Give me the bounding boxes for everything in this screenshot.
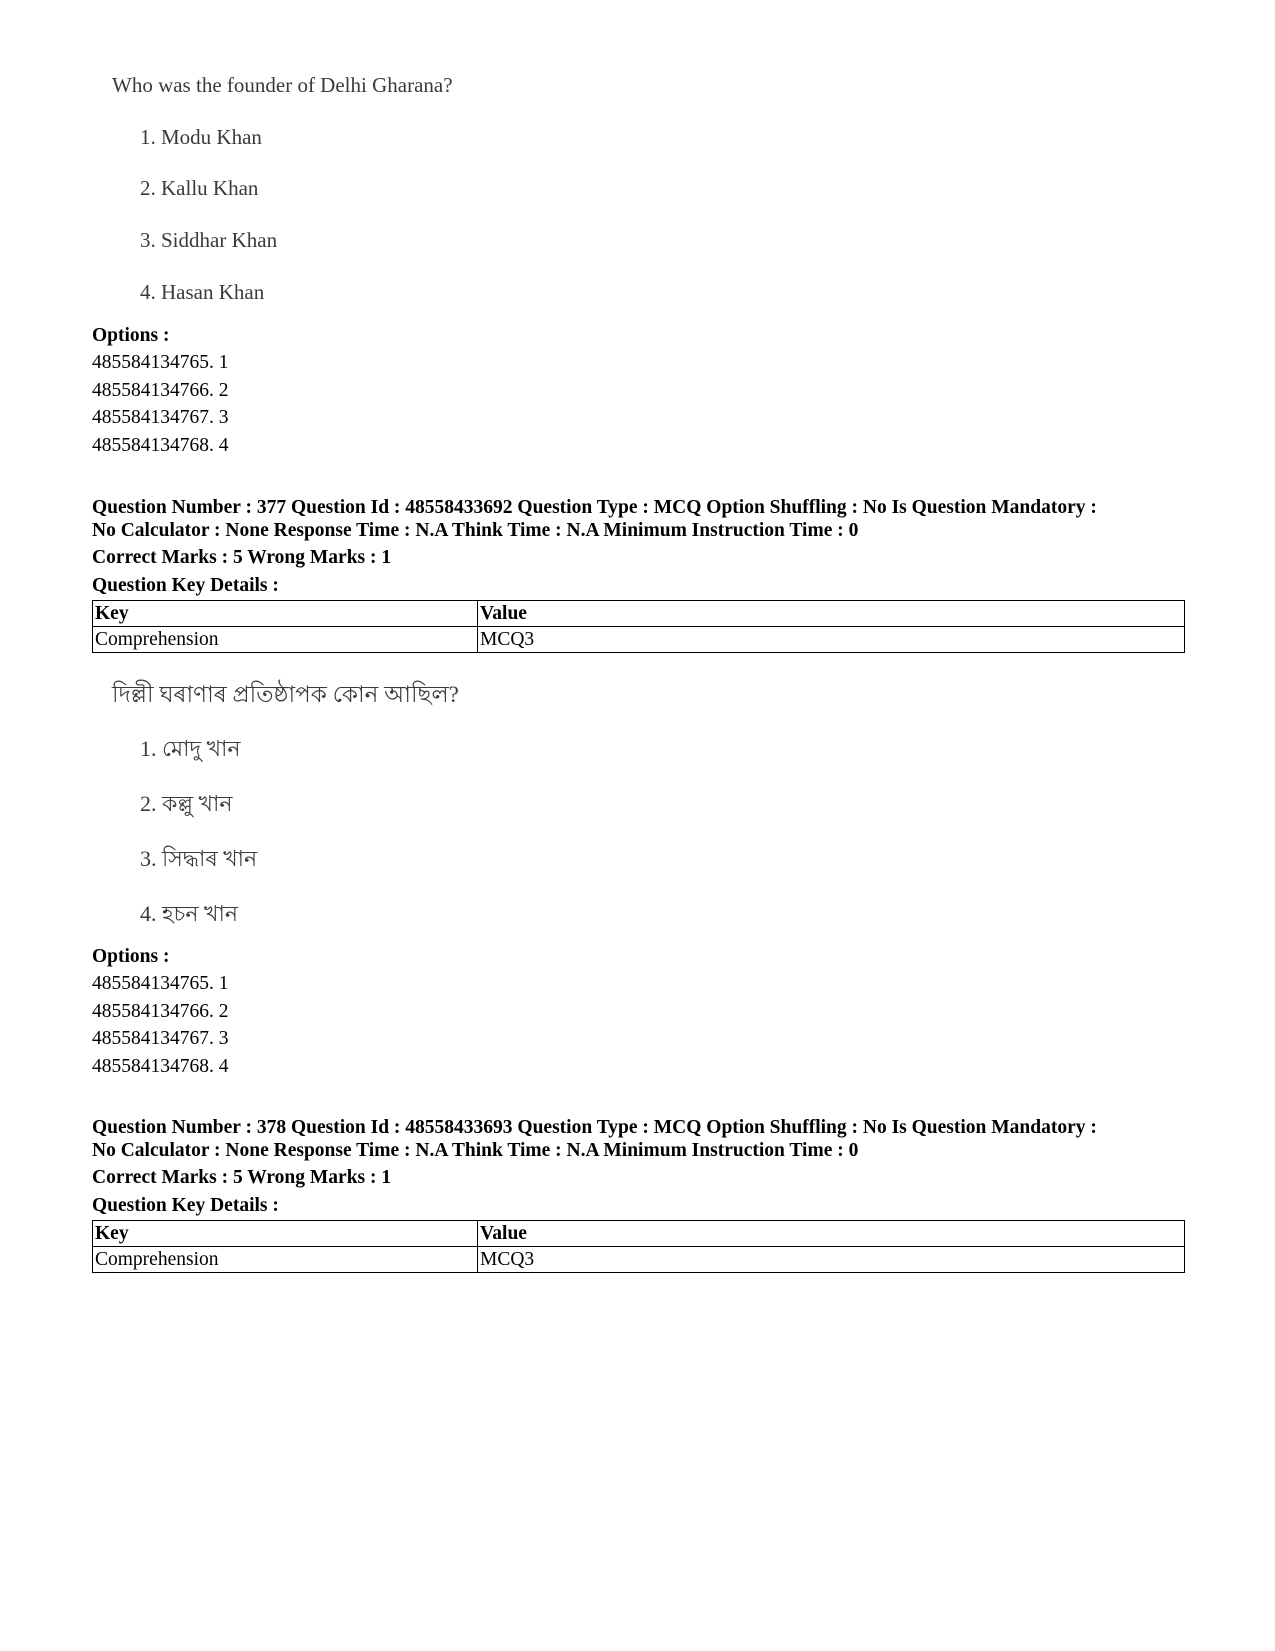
choice-1: 1. Modu Khan — [140, 125, 262, 149]
table-cell-key: Comprehension — [93, 627, 478, 653]
question-meta-line-1: Question Number : 378 Question Id : 48558433693 Question Type : MCQ Option Shuffling : No Is Question Mandatory : — [92, 1117, 1097, 1138]
choice-2: 2. কল্লু খান — [140, 791, 233, 816]
key-details-label: Question Key Details : — [92, 1195, 279, 1216]
option-id-2: 485584134766. 2 — [92, 1001, 229, 1022]
option-id-4: 485584134768. 4 — [92, 1056, 229, 1077]
question-key-table — [92, 600, 1185, 653]
choice-4: 4. Hasan Khan — [140, 280, 265, 304]
question-meta-line-2: No Calculator : None Response Time : N.A Think Time : N.A Minimum Instruction Time : 0 — [92, 520, 859, 541]
options-label: Options : — [92, 325, 170, 346]
option-id-2: 485584134766. 2 — [92, 380, 229, 401]
option-id-1: 485584134765. 1 — [92, 973, 229, 994]
option-id-3: 485584134767. 3 — [92, 1028, 229, 1049]
option-id-4: 485584134768. 4 — [92, 435, 229, 456]
table-header-value: Value — [478, 1221, 1185, 1247]
question-meta-line-2: No Calculator : None Response Time : N.A Think Time : N.A Minimum Instruction Time : 0 — [92, 1140, 859, 1161]
option-id-3: 485584134767. 3 — [92, 407, 229, 428]
table-header-row — [93, 1221, 1185, 1247]
choice-3: 3. Siddhar Khan — [140, 228, 278, 252]
choice-1: 1. মোদু খান — [140, 736, 241, 761]
table-header-key: Key — [93, 1221, 478, 1247]
question-text-english: Who was the founder of Delhi Gharana? — [112, 73, 453, 97]
table-header-value: Value — [478, 601, 1185, 627]
table-cell-value: MCQ3 — [478, 627, 1185, 653]
choice-4: 4. হচন খান — [140, 901, 239, 926]
table-header-row — [93, 601, 1185, 627]
key-details-label: Question Key Details : — [92, 575, 279, 596]
table-header-key: Key — [93, 601, 478, 627]
table-row — [93, 627, 1185, 653]
question-meta-line-1: Question Number : 377 Question Id : 48558433692 Question Type : MCQ Option Shuffling : No Is Question Mandatory : — [92, 497, 1097, 518]
marks-line: Correct Marks : 5 Wrong Marks : 1 — [92, 547, 392, 568]
marks-line: Correct Marks : 5 Wrong Marks : 1 — [92, 1167, 392, 1188]
choice-2: 2. Kallu Khan — [140, 176, 259, 200]
options-label: Options : — [92, 946, 170, 967]
table-row — [93, 1247, 1185, 1273]
option-id-1: 485584134765. 1 — [92, 352, 229, 373]
question-text-assamese: দিল্লী ঘৰাণাৰ প্ৰতিষ্ঠাপক কোন আছিল? — [112, 682, 459, 707]
question-key-table — [92, 1220, 1185, 1273]
table-cell-key: Comprehension — [93, 1247, 478, 1273]
choice-3: 3. সিদ্ধাৰ খান — [140, 846, 258, 871]
table-cell-value: MCQ3 — [478, 1247, 1185, 1273]
